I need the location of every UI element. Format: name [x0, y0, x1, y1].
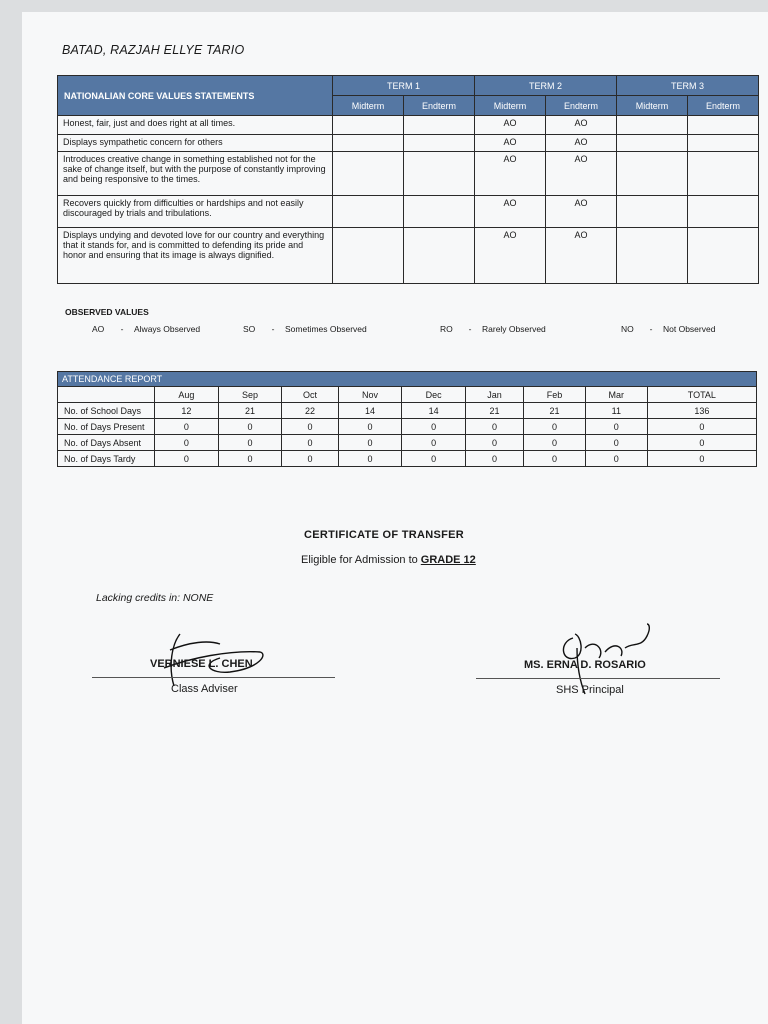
attendance-cell: 0 — [524, 419, 586, 435]
attendance-cell: 0 — [282, 419, 338, 435]
attendance-cell: 0 — [524, 435, 586, 451]
legend-separator: - — [468, 324, 472, 334]
value-mark: AO — [546, 116, 617, 135]
attendance-cell: 0 — [155, 435, 219, 451]
value-mark — [617, 135, 688, 152]
attendance-cell: 0 — [647, 451, 756, 467]
core-value-row — [58, 135, 759, 152]
value-mark — [333, 152, 404, 196]
legend-rarely-observed — [440, 324, 546, 334]
value-mark — [688, 152, 759, 196]
attendance-row — [58, 419, 757, 435]
legend-not-observed — [621, 324, 715, 334]
legend-label: Rarely Observed — [482, 324, 546, 334]
student-name: BATAD, RAZJAH ELLYE TARIO — [62, 43, 245, 57]
value-mark — [333, 228, 404, 284]
attendance-cell: 0 — [647, 419, 756, 435]
value-mark: AO — [546, 152, 617, 196]
principal-name: MS. ERNA D. ROSARIO — [524, 659, 646, 671]
attendance-cell: 0 — [402, 451, 466, 467]
attendance-cell: 14 — [338, 403, 402, 419]
attendance-row — [58, 403, 757, 419]
core-values-table — [57, 75, 759, 284]
attendance-cell: 0 — [466, 435, 524, 451]
legend-label: Sometimes Observed — [285, 324, 367, 334]
value-mark — [617, 228, 688, 284]
term-3-midterm: Midterm — [617, 96, 688, 116]
month-header: Feb — [524, 387, 586, 403]
principal-signature-line — [476, 678, 720, 679]
attendance-cell: 21 — [524, 403, 586, 419]
term-2-header: TERM 2 — [475, 76, 617, 96]
month-header: TOTAL — [647, 387, 756, 403]
value-mark — [688, 196, 759, 228]
term-1-endterm: Endterm — [404, 96, 475, 116]
attendance-cell: 0 — [155, 451, 219, 467]
legend-label: Not Observed — [663, 324, 716, 334]
month-header: Oct — [282, 387, 338, 403]
adviser-signature-line — [92, 677, 335, 678]
eligibility-line — [301, 554, 476, 566]
value-mark — [688, 135, 759, 152]
attendance-row-label: No. of School Days — [58, 403, 155, 419]
attendance-cell: 0 — [218, 419, 282, 435]
attendance-row — [58, 451, 757, 467]
attendance-cell: 0 — [466, 419, 524, 435]
term-2-endterm: Endterm — [546, 96, 617, 116]
legend-separator: - — [649, 324, 653, 334]
value-mark — [404, 152, 475, 196]
month-header: Jan — [466, 387, 524, 403]
adviser-name: VERNIESE L. CHEN — [150, 658, 253, 670]
attendance-cell: 0 — [585, 419, 647, 435]
adviser-role: Class Adviser — [171, 683, 238, 695]
value-mark — [617, 196, 688, 228]
attendance-cell: 0 — [218, 435, 282, 451]
core-value-row — [58, 152, 759, 196]
attendance-cell: 21 — [218, 403, 282, 419]
value-mark: AO — [546, 228, 617, 284]
attendance-cell: 0 — [282, 451, 338, 467]
legend-code: NO — [621, 324, 634, 334]
value-mark: AO — [475, 228, 546, 284]
term-2-midterm: Midterm — [475, 96, 546, 116]
attendance-cell: 0 — [402, 435, 466, 451]
attendance-cell: 0 — [338, 435, 402, 451]
attendance-cell: 0 — [585, 435, 647, 451]
attendance-cell: 0 — [338, 451, 402, 467]
legend-code: RO — [440, 324, 453, 334]
attendance-title: ATTENDANCE REPORT — [58, 372, 757, 387]
legend-label: Always Observed — [134, 324, 201, 334]
certificate-title: CERTIFICATE OF TRANSFER — [303, 529, 465, 541]
legend-always-observed — [92, 324, 200, 334]
attendance-cell: 0 — [282, 435, 338, 451]
legend-sometimes-observed — [243, 324, 367, 334]
value-mark — [333, 135, 404, 152]
attendance-cell: 0 — [155, 419, 219, 435]
attendance-cell: 0 — [338, 419, 402, 435]
term-3-endterm: Endterm — [688, 96, 759, 116]
principal-role: SHS Principal — [556, 684, 624, 696]
attendance-table — [57, 371, 757, 467]
value-mark — [404, 196, 475, 228]
month-header: Mar — [585, 387, 647, 403]
legend-code: SO — [243, 324, 256, 334]
attendance-row-label: No. of Days Present — [58, 419, 155, 435]
core-values-title: NATIONALIAN CORE VALUES STATEMENTS — [58, 76, 333, 116]
value-mark: AO — [546, 196, 617, 228]
value-mark — [333, 196, 404, 228]
attendance-cell: 0 — [218, 451, 282, 467]
value-mark: AO — [546, 135, 617, 152]
value-mark — [404, 228, 475, 284]
value-statement: Displays sympathetic concern for others — [58, 135, 333, 152]
value-mark: AO — [475, 135, 546, 152]
month-header: Sep — [218, 387, 282, 403]
lacking-credits: Lacking credits in: NONE — [96, 592, 214, 604]
term-1-header: TERM 1 — [333, 76, 475, 96]
attendance-cell: 0 — [585, 451, 647, 467]
value-statement: Recovers quickly from difficulties or hardships and not easily discouraged by trials and tribulations. — [58, 196, 333, 228]
value-mark — [404, 135, 475, 152]
value-statement: Displays undying and devoted love for our country and everything that it stands for, and is committed to defending its pride and honor and ensuring that its image is always dignified. — [58, 228, 333, 284]
value-mark — [617, 152, 688, 196]
eligibility-text: Eligible for Admission to — [301, 554, 418, 566]
attendance-cell: 0 — [524, 451, 586, 467]
value-mark — [404, 116, 475, 135]
core-value-row — [58, 196, 759, 228]
value-mark — [688, 116, 759, 135]
value-mark: AO — [475, 196, 546, 228]
attendance-row-label: No. of Days Tardy — [58, 451, 155, 467]
legend-code: AO — [92, 324, 105, 334]
core-value-row — [58, 116, 759, 135]
month-header: Aug — [155, 387, 219, 403]
attendance-cell: 0 — [402, 419, 466, 435]
value-mark — [617, 116, 688, 135]
legend-separator: - — [120, 324, 124, 334]
month-header: Nov — [338, 387, 402, 403]
observed-values-title: OBSERVED VALUES — [65, 307, 149, 317]
attendance-row-label: No. of Days Absent — [58, 435, 155, 451]
attendance-cell: 0 — [466, 451, 524, 467]
value-mark — [333, 116, 404, 135]
core-value-row — [58, 228, 759, 284]
value-mark — [688, 228, 759, 284]
legend-separator: - — [271, 324, 275, 334]
term-1-midterm: Midterm — [333, 96, 404, 116]
attendance-cell: 21 — [466, 403, 524, 419]
value-mark: AO — [475, 116, 546, 135]
attendance-cell: 14 — [402, 403, 466, 419]
value-statement: Introduces creative change in something established not for the sake of change itself, but with the purpose of constantly improving and being responsive to the times. — [58, 152, 333, 196]
attendance-cell: 22 — [282, 403, 338, 419]
attendance-cell: 11 — [585, 403, 647, 419]
term-3-header: TERM 3 — [617, 76, 759, 96]
eligible-grade: GRADE 12 — [420, 554, 476, 566]
attendance-corner — [58, 387, 155, 403]
month-header: Dec — [402, 387, 466, 403]
attendance-row — [58, 435, 757, 451]
attendance-cell: 12 — [155, 403, 219, 419]
attendance-cell: 0 — [647, 435, 756, 451]
value-statement: Honest, fair, just and does right at all times. — [58, 116, 333, 135]
attendance-cell: 136 — [647, 403, 756, 419]
value-mark: AO — [475, 152, 546, 196]
